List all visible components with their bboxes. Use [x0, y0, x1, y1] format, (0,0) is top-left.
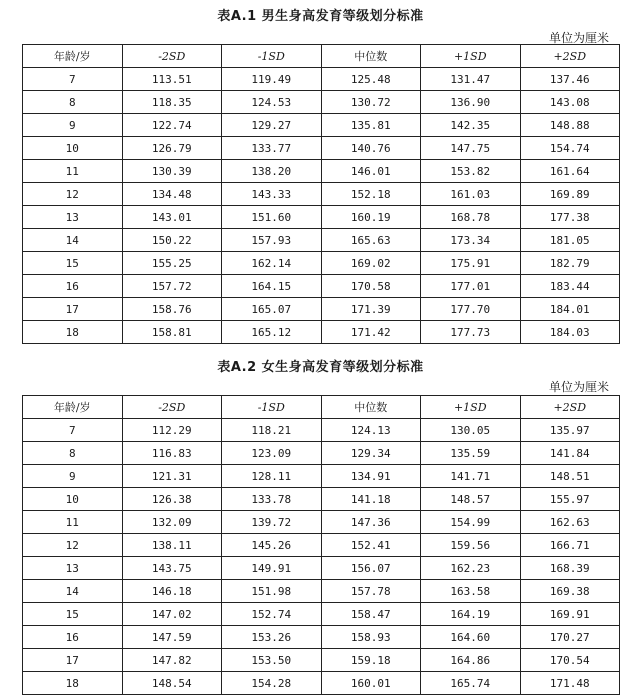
cell-plus-1sd: 164.60: [421, 626, 521, 649]
header-median: 中位数: [321, 396, 421, 419]
cell-minus-1sd: 139.72: [222, 511, 322, 534]
cell-minus-1sd: 154.28: [222, 672, 322, 695]
cell-age: 14: [23, 580, 123, 603]
cell-median: 165.63: [321, 229, 421, 252]
cell-age: 16: [23, 275, 123, 298]
cell-plus-2sd: 161.64: [520, 160, 620, 183]
cell-minus-1sd: 138.20: [222, 160, 322, 183]
cell-plus-1sd: 154.99: [421, 511, 521, 534]
cell-age: 11: [23, 511, 123, 534]
table-row: [23, 321, 620, 344]
cell-median: 160.01: [321, 672, 421, 695]
cell-minus-1sd: 143.33: [222, 183, 322, 206]
header-minus-1sd: -1SD: [222, 396, 322, 419]
cell-age: 14: [23, 229, 123, 252]
cell-plus-2sd: 182.79: [520, 252, 620, 275]
cell-minus-1sd: 119.49: [222, 68, 322, 91]
cell-median: 125.48: [321, 68, 421, 91]
cell-minus-1sd: 118.21: [222, 419, 322, 442]
header-plus-2sd: +2SD: [520, 45, 620, 68]
cell-plus-1sd: 165.74: [421, 672, 521, 695]
cell-age: 7: [23, 68, 123, 91]
cell-age: 8: [23, 442, 123, 465]
cell-plus-1sd: 177.70: [421, 298, 521, 321]
cell-plus-2sd: 148.88: [520, 114, 620, 137]
cell-median: 140.76: [321, 137, 421, 160]
cell-plus-1sd: 135.59: [421, 442, 521, 465]
cell-minus-1sd: 123.09: [222, 442, 322, 465]
cell-plus-1sd: 177.73: [421, 321, 521, 344]
table-row: [23, 511, 620, 534]
cell-median: 158.47: [321, 603, 421, 626]
cell-plus-1sd: 141.71: [421, 465, 521, 488]
table-row: [23, 419, 620, 442]
cell-minus-1sd: 129.27: [222, 114, 322, 137]
table-a2-title: 表A.2 女生身高发育等级划分标准: [217, 360, 424, 375]
cell-minus-2sd: 157.72: [122, 275, 222, 298]
cell-median: 147.36: [321, 511, 421, 534]
cell-minus-1sd: 152.74: [222, 603, 322, 626]
header-minus-2sd: -2SD: [122, 396, 222, 419]
cell-minus-2sd: 147.82: [122, 649, 222, 672]
cell-plus-1sd: 175.91: [421, 252, 521, 275]
cell-minus-2sd: 148.54: [122, 672, 222, 695]
cell-minus-1sd: 133.78: [222, 488, 322, 511]
cell-median: 170.58: [321, 275, 421, 298]
cell-median: 171.39: [321, 298, 421, 321]
table-row: [23, 488, 620, 511]
cell-plus-1sd: 162.23: [421, 557, 521, 580]
table-a1-male-height: [22, 44, 620, 344]
cell-age: 9: [23, 465, 123, 488]
header-age: 年龄/岁: [23, 396, 123, 419]
cell-median: 171.42: [321, 321, 421, 344]
cell-age: 16: [23, 626, 123, 649]
cell-age: 13: [23, 206, 123, 229]
cell-plus-2sd: 143.08: [520, 91, 620, 114]
cell-minus-2sd: 155.25: [122, 252, 222, 275]
cell-minus-2sd: 113.51: [122, 68, 222, 91]
cell-age: 15: [23, 252, 123, 275]
cell-minus-2sd: 121.31: [122, 465, 222, 488]
cell-age: 11: [23, 160, 123, 183]
cell-minus-1sd: 128.11: [222, 465, 322, 488]
cell-age: 10: [23, 488, 123, 511]
cell-age: 17: [23, 649, 123, 672]
cell-minus-1sd: 151.60: [222, 206, 322, 229]
header-minus-1sd: -1SD: [222, 45, 322, 68]
table-row: [23, 442, 620, 465]
cell-median: 129.34: [321, 442, 421, 465]
cell-minus-2sd: 147.59: [122, 626, 222, 649]
table-row: [23, 580, 620, 603]
header-minus-2sd: -2SD: [122, 45, 222, 68]
cell-minus-1sd: 165.07: [222, 298, 322, 321]
cell-median: 158.93: [321, 626, 421, 649]
table-a1-title: 表A.1 男生身高发育等级划分标准: [217, 9, 424, 24]
cell-plus-1sd: 163.58: [421, 580, 521, 603]
cell-median: 159.18: [321, 649, 421, 672]
cell-plus-1sd: 147.75: [421, 137, 521, 160]
cell-minus-1sd: 124.53: [222, 91, 322, 114]
cell-plus-1sd: 159.56: [421, 534, 521, 557]
cell-plus-1sd: 177.01: [421, 275, 521, 298]
cell-plus-1sd: 173.34: [421, 229, 521, 252]
table-a2-female-height: [22, 395, 620, 695]
cell-minus-2sd: 112.29: [122, 419, 222, 442]
table-a1-unit: 单位为厘米: [548, 31, 609, 45]
cell-minus-2sd: 143.75: [122, 557, 222, 580]
cell-minus-1sd: 145.26: [222, 534, 322, 557]
cell-plus-2sd: 184.01: [520, 298, 620, 321]
cell-age: 10: [23, 137, 123, 160]
cell-plus-2sd: 168.39: [520, 557, 620, 580]
cell-median: 152.41: [321, 534, 421, 557]
cell-plus-2sd: 170.27: [520, 626, 620, 649]
cell-minus-2sd: 126.38: [122, 488, 222, 511]
cell-minus-1sd: 153.26: [222, 626, 322, 649]
cell-plus-1sd: 131.47: [421, 68, 521, 91]
cell-minus-2sd: 130.39: [122, 160, 222, 183]
cell-minus-2sd: 118.35: [122, 91, 222, 114]
cell-plus-2sd: 184.03: [520, 321, 620, 344]
table-a2-unit: 单位为厘米: [548, 380, 609, 394]
cell-plus-2sd: 170.54: [520, 649, 620, 672]
table-row: [23, 603, 620, 626]
cell-plus-2sd: 169.38: [520, 580, 620, 603]
cell-age: 9: [23, 114, 123, 137]
cell-plus-2sd: 154.74: [520, 137, 620, 160]
table-body: [23, 68, 620, 344]
cell-median: 146.01: [321, 160, 421, 183]
cell-minus-2sd: 116.83: [122, 442, 222, 465]
cell-median: 169.02: [321, 252, 421, 275]
header-plus-1sd: +1SD: [421, 396, 521, 419]
cell-age: 12: [23, 183, 123, 206]
cell-minus-2sd: 134.48: [122, 183, 222, 206]
cell-minus-1sd: 165.12: [222, 321, 322, 344]
header-age: 年龄/岁: [23, 45, 123, 68]
cell-minus-2sd: 158.76: [122, 298, 222, 321]
cell-age: 7: [23, 419, 123, 442]
table-header-row: [23, 396, 620, 419]
cell-median: 135.81: [321, 114, 421, 137]
table-row: [23, 183, 620, 206]
table-row: [23, 672, 620, 695]
table-row: [23, 252, 620, 275]
cell-plus-2sd: 148.51: [520, 465, 620, 488]
cell-minus-1sd: 157.93: [222, 229, 322, 252]
cell-plus-2sd: 177.38: [520, 206, 620, 229]
header-plus-1sd: +1SD: [421, 45, 521, 68]
cell-median: 160.19: [321, 206, 421, 229]
table-row: [23, 206, 620, 229]
cell-plus-2sd: 135.97: [520, 419, 620, 442]
cell-median: 152.18: [321, 183, 421, 206]
header-median: 中位数: [321, 45, 421, 68]
cell-plus-1sd: 130.05: [421, 419, 521, 442]
table-row: [23, 275, 620, 298]
cell-plus-1sd: 168.78: [421, 206, 521, 229]
cell-minus-2sd: 143.01: [122, 206, 222, 229]
cell-age: 15: [23, 603, 123, 626]
cell-age: 12: [23, 534, 123, 557]
cell-plus-2sd: 155.97: [520, 488, 620, 511]
cell-minus-2sd: 146.18: [122, 580, 222, 603]
cell-minus-1sd: 164.15: [222, 275, 322, 298]
cell-age: 18: [23, 672, 123, 695]
cell-median: 134.91: [321, 465, 421, 488]
cell-minus-2sd: 147.02: [122, 603, 222, 626]
cell-plus-1sd: 136.90: [421, 91, 521, 114]
cell-age: 17: [23, 298, 123, 321]
cell-minus-1sd: 149.91: [222, 557, 322, 580]
cell-plus-2sd: 137.46: [520, 68, 620, 91]
cell-plus-2sd: 169.89: [520, 183, 620, 206]
cell-plus-1sd: 161.03: [421, 183, 521, 206]
cell-median: 157.78: [321, 580, 421, 603]
table-row: [23, 557, 620, 580]
cell-plus-1sd: 164.86: [421, 649, 521, 672]
cell-minus-2sd: 158.81: [122, 321, 222, 344]
cell-plus-2sd: 169.91: [520, 603, 620, 626]
cell-minus-2sd: 126.79: [122, 137, 222, 160]
cell-minus-2sd: 150.22: [122, 229, 222, 252]
cell-plus-1sd: 153.82: [421, 160, 521, 183]
cell-minus-2sd: 138.11: [122, 534, 222, 557]
header-plus-2sd: +2SD: [520, 396, 620, 419]
cell-plus-2sd: 162.63: [520, 511, 620, 534]
cell-age: 18: [23, 321, 123, 344]
table-row: [23, 229, 620, 252]
cell-plus-2sd: 141.84: [520, 442, 620, 465]
cell-age: 13: [23, 557, 123, 580]
table-row: [23, 298, 620, 321]
cell-plus-1sd: 164.19: [421, 603, 521, 626]
cell-plus-1sd: 142.35: [421, 114, 521, 137]
cell-minus-1sd: 133.77: [222, 137, 322, 160]
cell-plus-2sd: 166.71: [520, 534, 620, 557]
cell-age: 8: [23, 91, 123, 114]
table-row: [23, 91, 620, 114]
table-row: [23, 534, 620, 557]
cell-median: 156.07: [321, 557, 421, 580]
table-header-row: [23, 45, 620, 68]
cell-median: 130.72: [321, 91, 421, 114]
table-row: [23, 465, 620, 488]
table-body: [23, 419, 620, 695]
table-row: [23, 137, 620, 160]
cell-plus-2sd: 181.05: [520, 229, 620, 252]
cell-minus-1sd: 153.50: [222, 649, 322, 672]
cell-minus-1sd: 162.14: [222, 252, 322, 275]
cell-minus-2sd: 132.09: [122, 511, 222, 534]
cell-median: 124.13: [321, 419, 421, 442]
cell-plus-2sd: 171.48: [520, 672, 620, 695]
cell-median: 141.18: [321, 488, 421, 511]
table-row: [23, 626, 620, 649]
cell-minus-1sd: 151.98: [222, 580, 322, 603]
table-row: [23, 649, 620, 672]
table-row: [23, 68, 620, 91]
table-row: [23, 160, 620, 183]
table-row: [23, 114, 620, 137]
cell-plus-1sd: 148.57: [421, 488, 521, 511]
cell-plus-2sd: 183.44: [520, 275, 620, 298]
cell-minus-2sd: 122.74: [122, 114, 222, 137]
